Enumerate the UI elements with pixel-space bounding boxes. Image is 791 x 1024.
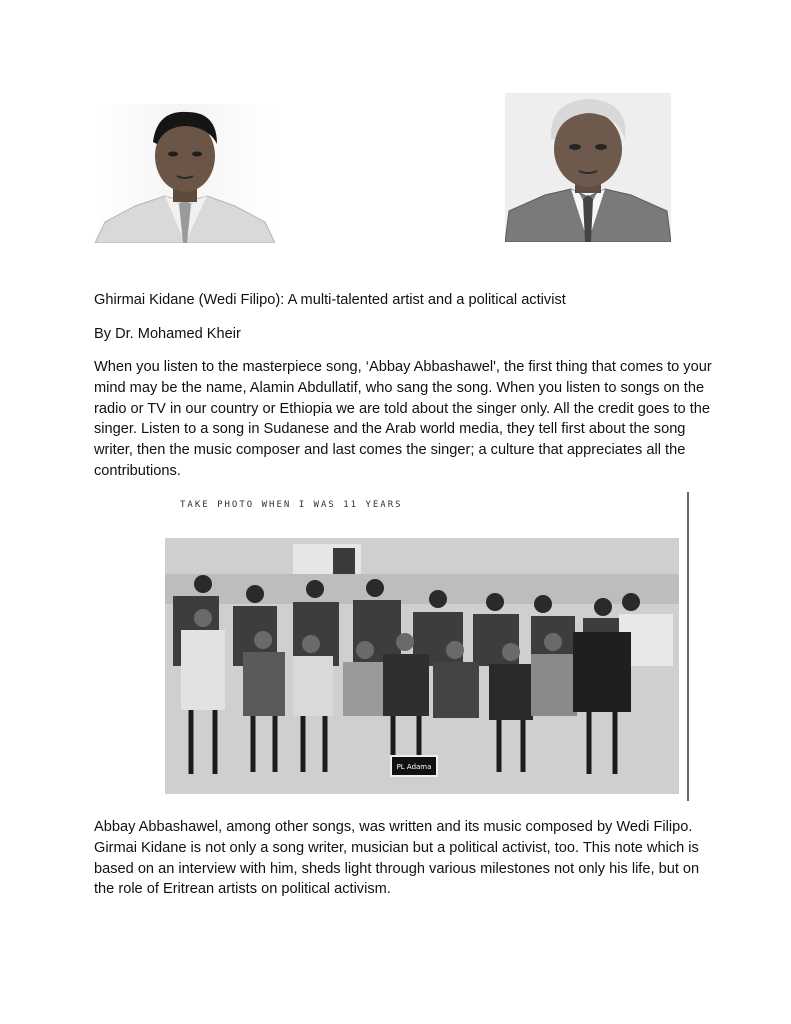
article-closing-paragraph: Abbay Abbashawel, among other songs, was written and its music composed by Wedi Filipo. Girmai Kidane is not only a song writer, musician but a political activist, too. This note which is based on an interview with him, sheds light through various milestones not only his life, but on the role of Eritrean artists on political activism. xyxy=(94,819,700,898)
photo-handwritten-caption: TAKE PHOTO WHEN I WAS 11 YEARS xyxy=(180,500,403,510)
article-title: Ghirmai Kidane (Wedi Filipo): A multi-talented artist and a political activist xyxy=(94,292,566,308)
photo-slate-label: PL Adama xyxy=(396,763,432,771)
portrait-photo-right xyxy=(505,93,671,242)
group-class-photo xyxy=(103,492,690,801)
article-intro-paragraph: When you listen to the masterpiece song, ‘Abbay Abbashawel', the first thing that comes to your mind may be the name, Alamin Abdullatif, who sang the song. When you listen to songs on the radio or TV in our country or Ethiopia we are told about the singer only. All the credit goes to the singer. Listen to a song in Sudanese and the Arab world media, they tell first about the song writer, then the music composer and last comes the singer; a culture that appreciates all the contributions. xyxy=(94,359,712,479)
portrait-photo-left xyxy=(95,104,275,243)
article-byline: By Dr. Mohamed Kheir xyxy=(94,326,241,342)
